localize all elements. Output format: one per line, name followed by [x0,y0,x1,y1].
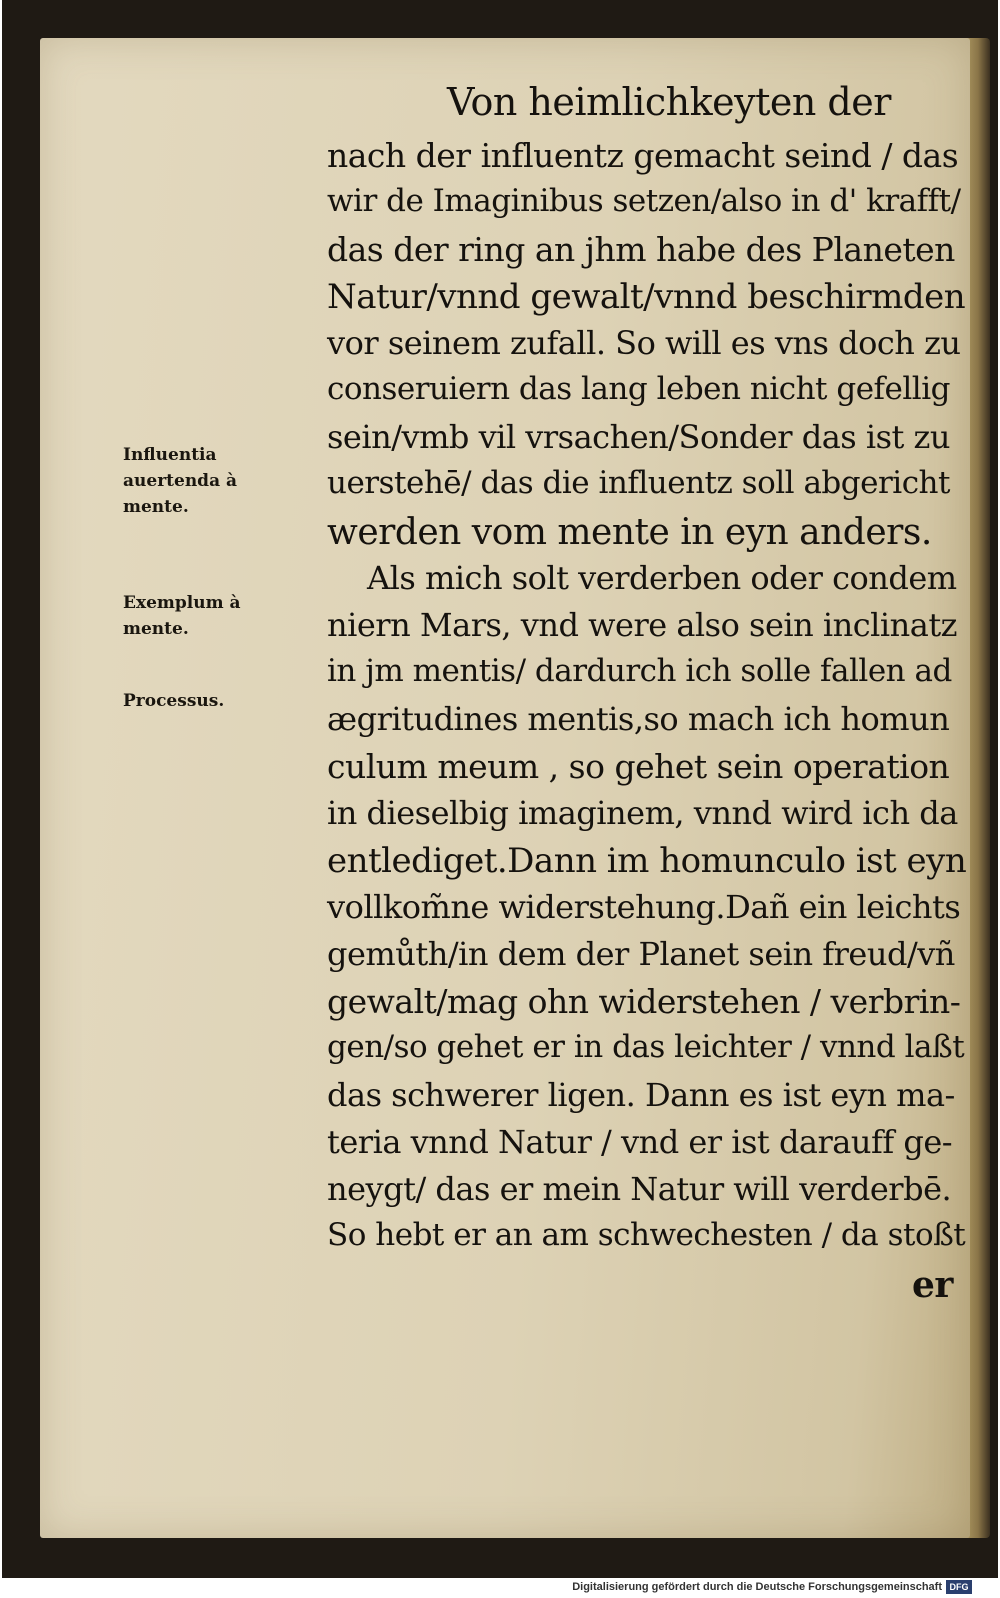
text-line-22: teria vnnd Natur / vnd er ist darauff ge- [327,1123,953,1161]
text-line-20: gen/so gehet er in das leichter / vnnd laßt [327,1029,965,1065]
text-line-23: neygt/ das er mein Natur will verderbē. [327,1170,952,1208]
text-line-18: gemůth/in dem der Planet sein freud/vñ [327,935,955,973]
text-line-21: das schwerer ligen. Dann es ist eyn ma- [327,1076,955,1114]
text-line-19: gewalt/mag ohn widerstehen / verbrin- [327,982,961,1021]
text-line-7: sein/vmb vil vrsachen/Sonder das ist zu [327,418,951,456]
text-line-15: in dieselbig imaginem, vnnd wird ich da [327,794,958,832]
text-line-8: uerstehē/ das die influentz soll abgericht [327,465,950,501]
text-line-2: wir de Imaginibus setzen/also in d' krafft/ [327,183,961,219]
text-line-24: So hebt er an am schwechesten / da stoßt [327,1217,966,1253]
text-line-6: conseruiern das lang leben nicht gefellig [327,371,950,407]
footer-bar [0,1578,1000,1598]
text-line-5: vor seinem zufall. So will es vns doch zu [327,324,961,362]
text-line-3: das der ring an jhm habe des Planeten [327,230,955,269]
text-line-10: Als mich solt verderben oder condem [367,559,957,597]
text-line-16: entlediget.Dann im homunculo ist eyn [327,841,967,881]
margin-note-influentia: Influentia auertenda à mente. [123,445,238,517]
text-line-4: Natur/vnnd gewalt/vnnd beschirmden [327,277,966,317]
text-line-17: vollkom̃ne widerstehung.Dañ ein leichts [327,888,961,926]
book-page [40,38,970,1538]
margin-note-processus: Processus. [123,691,225,711]
text-line-12: in jm mentis/ dardurch ich solle fallen ad [327,653,952,689]
footer-credit: Digitalisierung gefördert durch die Deutsche Forschungsgemeinschaft [572,1581,942,1593]
margin-note-exemplum: Exemplum à mente. [123,593,241,639]
running-heading: Von heimlichkeyten der [447,80,891,124]
dfg-logo-icon: DFG [946,1580,972,1594]
text-line-9: werden vom mente in eyn anders. [327,512,932,553]
text-line-1: nach der influentz gemacht seind / das [327,136,959,175]
catchword: er [912,1264,953,1306]
text-line-14: culum meum , so gehet sein operation [327,747,950,786]
text-line-13: ægritudines mentis,so mach ich homun [327,700,950,738]
text-line-11: niern Mars, vnd were also sein inclinatz [327,606,958,644]
